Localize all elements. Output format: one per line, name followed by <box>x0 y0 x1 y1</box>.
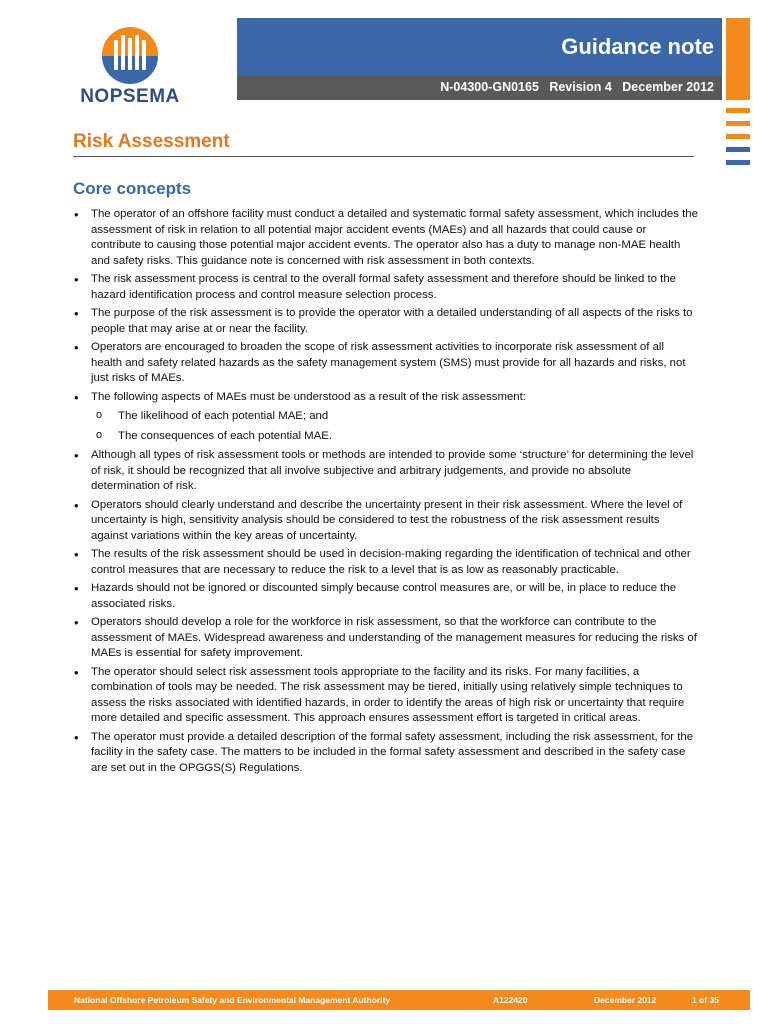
decorative-stripes <box>726 108 750 173</box>
footer-date: December 2012 <box>594 995 657 1005</box>
footer-document-code: A122420 <box>493 995 528 1005</box>
header-accent-bar <box>726 18 750 100</box>
core-concepts-list <box>73 207 698 779</box>
list-item: • Although all types of risk assessment tools or methods are intended to provide some ‘structure’ for determining the level of risk, it should be recognized that all involve subjective and arbitrary judgements, and provide no absolute determination of risk. <box>73 448 698 495</box>
list-item: • Operators should clearly understand and describe the uncertainty present in their risk assessment. Where the level of uncertainty is high, sensitivity analysis should be considered to test the robustness of the risk assessment results against variations within the key areas of uncertainty. <box>73 498 698 545</box>
header-title-band <box>237 18 722 76</box>
page-title: Risk Assessment <box>73 131 230 152</box>
list-item-text: The following aspects of MAEs must be understood as a result of the risk assessment: <box>91 390 526 403</box>
stripe <box>726 134 750 139</box>
list-item: • The risk assessment process is central to the overall formal safety assessment and therefore should be linked to the hazard identification process and control measure selection process. <box>73 272 698 303</box>
mae-aspects-sublist <box>91 409 698 444</box>
list-item: • The results of the risk assessment should be used in decision-making regarding the identification of technical and other control measures that are necessary to reduce the risk to a level that is as low as reasonably practicable. <box>73 547 698 578</box>
stripe <box>726 147 750 152</box>
stripe <box>726 108 750 113</box>
stripe <box>726 160 750 165</box>
logo-wordmark: NOPSEMA <box>80 86 180 107</box>
sub-list-item: o The likelihood of each potential MAE; and <box>91 409 698 425</box>
title-divider <box>73 156 694 157</box>
document-reference: N-04300-GN0165 Revision 4 December 2012 <box>440 80 714 94</box>
sub-list-item: o The consequences of each potential MAE. <box>91 429 698 445</box>
list-item-with-sublist <box>73 390 698 445</box>
footer-page-number: 1 of 35 <box>692 995 719 1005</box>
document-type-title: Guidance note <box>561 34 714 59</box>
list-item: • Hazards should not be ignored or discounted simply because control measures are, or will be, in place to reduce the associated risks. <box>73 581 698 612</box>
list-item: • The operator must provide a detailed description of the formal safety assessment, including the risk assessment, for the facility in the safety case. The matters to be included in the formal safety assessment and described in the safety case are set out in the OPGGS(S) Regulations. <box>73 730 698 777</box>
nopsema-emblem-icon <box>96 26 164 84</box>
stripe <box>726 121 750 126</box>
header-reference-band <box>237 76 722 100</box>
list-item: • The operator should select risk assessment tools appropriate to the facility and its risks. For many facilities, a combination of tools may be needed. The risk assessment may be tiered, initially using relatively simple techniques to assess the risks associated with identified hazards, in order to identify the areas of high risk or uncertainty that require more detailed and specific assessment. This approach ensures assessment effort is targeted in critical areas. <box>73 665 698 727</box>
list-item: • The operator of an offshore facility must conduct a detailed and systematic formal safety assessment, which includes the assessment of risk in relation to all potential major accident events (MAEs) and all hazards that could cause or contribute to causing those potential major accident events. The operator also has a duty to manage non-MAE health and safety risks. This guidance note is concerned with risk assessment in both contexts. <box>73 207 698 269</box>
footer-organisation: National Offshore Petroleum Safety and Environmental Management Authority <box>74 995 391 1005</box>
section-heading: Core concepts <box>73 179 192 198</box>
list-item: • Operators are encouraged to broaden the scope of risk assessment activities to incorporate risk assessment of all health and safety related hazards as the safety management system (SMS) must provide for all hazards and risks, not just risks of MAEs. <box>73 340 698 387</box>
list-item: • Operators should develop a role for the workforce in risk assessment, so that the workforce can contribute to the assessment of MAEs. Widespread awareness and understanding of the management measures for reducing the risks of MAEs is essential for safety improvement. <box>73 615 698 662</box>
page-footer <box>48 990 750 1010</box>
list-item: • The purpose of the risk assessment is to provide the operator with a detailed understanding of all aspects of the risks to people that may arise at or near the facility. <box>73 306 698 337</box>
nopsema-logo <box>70 26 190 108</box>
